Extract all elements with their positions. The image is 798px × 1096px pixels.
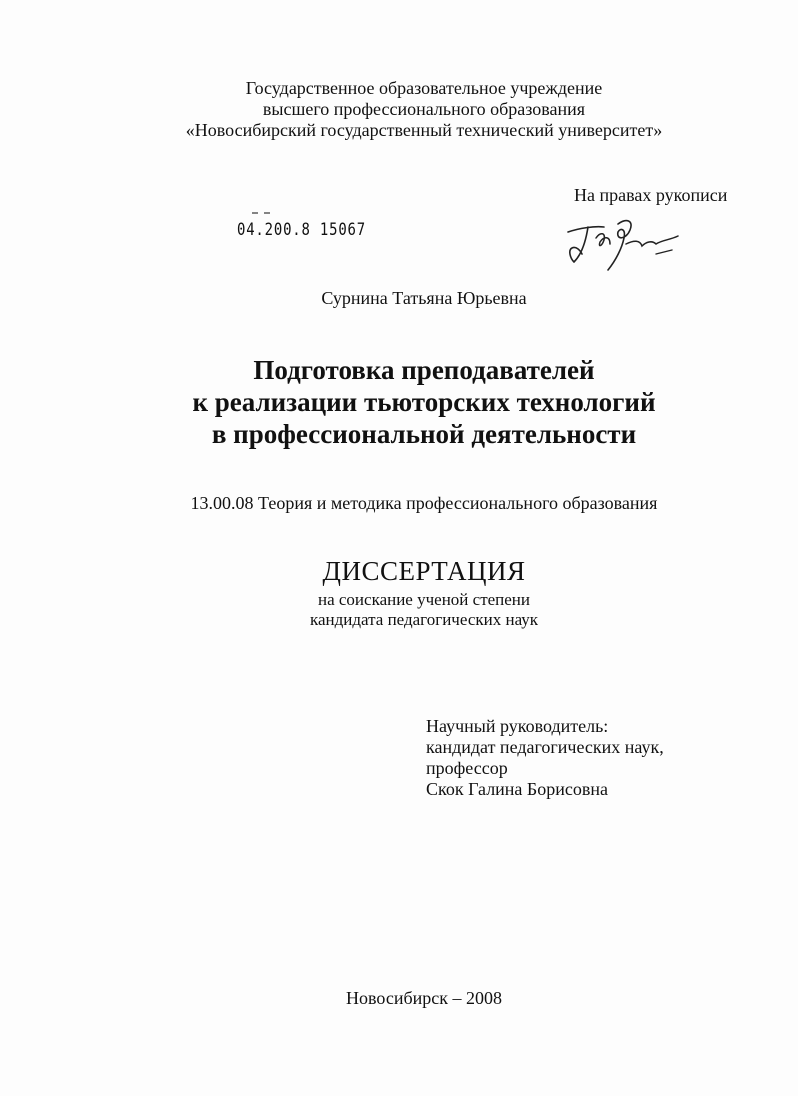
- institution-line: Государственное образовательное учреждение: [245, 78, 603, 98]
- author-name: Сурнина Татьяна Юрьевна: [321, 288, 527, 308]
- degree-description: [0, 590, 798, 630]
- scientific-supervisor-block: [426, 716, 664, 800]
- title-line: к реализации тьюторских технологий: [192, 387, 656, 417]
- supervisor-line: Научный руководитель:: [426, 716, 609, 736]
- stamp-marks: [250, 208, 290, 218]
- title-line: Подготовка преподавателей: [253, 355, 595, 385]
- supervisor-line: профессор: [426, 758, 508, 778]
- supervisor-line: Скок Галина Борисовна: [426, 779, 609, 799]
- document-type-heading: ДИССЕРТАЦИЯ: [322, 556, 526, 586]
- supervisor-line: кандидат педагогических наук,: [426, 737, 664, 757]
- specialty-code: 13.00.08 Теория и методика профессионального образования: [190, 493, 658, 513]
- registration-stamp-number: 04.200.8 15067: [237, 220, 366, 240]
- title-line: в профессиональной деятельности: [211, 419, 637, 449]
- institution-line: высшего профессионального образования: [262, 99, 586, 119]
- dissertation-title: [0, 354, 798, 450]
- manuscript-rights-note: На правах рукописи: [574, 185, 728, 205]
- city-year-footer: Новосибирск – 2008: [346, 988, 502, 1008]
- institution-header: [0, 78, 798, 141]
- institution-line: «Новосибирский государственный технический университет»: [185, 120, 663, 140]
- degree-line: на соискание ученой степени: [317, 590, 531, 609]
- handwritten-signature: [560, 210, 690, 278]
- degree-line: кандидата педагогических наук: [309, 610, 539, 629]
